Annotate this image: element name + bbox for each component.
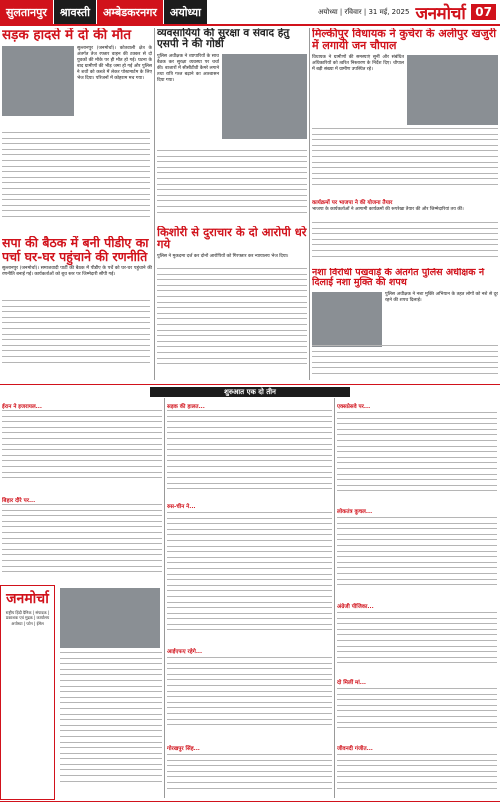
masthead-text: राष्ट्रीय हिंदी दैनिक | संपादक | प्रकाशक एवं मुद्रक | कार्यालय अयोध्या | फोन | ईमेल bbox=[5, 610, 50, 626]
text-lines bbox=[2, 132, 150, 232]
text-lines bbox=[337, 412, 497, 502]
text-lines bbox=[337, 754, 497, 798]
text-lines bbox=[167, 410, 332, 500]
section-tabs bbox=[0, 0, 208, 24]
text-lines bbox=[312, 222, 498, 267]
story-body: पुलिस अधीक्षक ने नशा मुक्ति अभियान के तहत लोगों को नशे से दूर रहने की शपथ दिलाई। bbox=[385, 291, 498, 303]
lower-head: जीवनदी गंजीत... bbox=[337, 746, 373, 752]
story-body: सुल्तानपुर (जनमोर्चा)। कोतवाली क्षेत्र के अंतर्गत तेज रफ्तार वाहन की टक्कर से दो युवकों की मौके पर ही मौत हो गई। घटना के बाद ग्रामीणों की भीड़ जमा हो गई और पुलिस ने शवों को कब्जे में लेकर पोस्टमार्टम के लिए भेज दिया। परिजनों में कोहराम मच गया। bbox=[77, 45, 152, 81]
lower-head: सड़क की हालत... bbox=[167, 404, 205, 410]
text-lines bbox=[2, 410, 162, 490]
story-headline: व्यवसायियों की सुरक्षा व संवाद हेतु एसपी ने की गोष्ठी bbox=[157, 28, 290, 51]
text-lines bbox=[167, 657, 332, 737]
story-body: विधायक ने ग्रामीणों की समस्याएं सुनीं और संबंधित अधिकारियों को त्वरित निस्तारण के निर्देश दिए। चौपाल में बड़ी संख्या में ग्रामीण उपस्थित रहे। bbox=[312, 54, 404, 72]
lower-photo bbox=[60, 588, 160, 648]
story-body: पुलिस ने मुकदमा दर्ज कर दोनों आरोपियों को गिरफ्तार कर न्यायालय भेज दिया। bbox=[157, 253, 289, 259]
lower-head: लोकतंत्र कुचल... bbox=[337, 509, 373, 515]
masthead-box bbox=[0, 585, 55, 800]
story-headline: किशोरी से दुराचार के दो आरोपी धरे गये bbox=[157, 226, 307, 252]
lower-head: एक्सप्रेसवे पर... bbox=[337, 404, 371, 410]
text-lines bbox=[60, 652, 162, 797]
story-body: सुल्तानपुर (जनमोर्चा)। समाजवादी पार्टी की बैठक में पीडीए के पर्चे को घर-घर पहुंचाने की रणनीति बनाई गई। कार्यकर्ताओं को बूथ स्तर पर जिम्मेदारी सौंपी गई। bbox=[2, 266, 152, 277]
masthead-logo: जनमोर्चा bbox=[6, 591, 49, 607]
lower-head: दो मिलीं मां... bbox=[337, 680, 367, 686]
lower-head: रुस-चीन ने... bbox=[167, 504, 196, 510]
header-right bbox=[208, 0, 500, 24]
lower-head: बिहार दौरे पर... bbox=[2, 498, 36, 504]
story-headline: सड़क हादसे में दो की मौत bbox=[2, 28, 132, 43]
story-body: भाजपा के कार्यकर्ताओं ने आगामी कार्यक्रमों की रूपरेखा तैयार की और जिम्मेदारियां तय कीं। bbox=[312, 207, 464, 212]
story-headline: नशा विरोधी पखवाड़े के अंतर्गत पुलिस अधीक्षक ने दिलाई नशा मुक्ति की शपथ bbox=[312, 268, 485, 289]
lower-head: आईएफए रहेगे... bbox=[167, 649, 203, 655]
column-divider bbox=[164, 398, 165, 798]
tab-sultanpur[interactable]: सुलतानपुर bbox=[0, 0, 54, 24]
text-lines bbox=[337, 688, 497, 738]
edition-date: अयोध्या | रविवार | 31 मई, 2025 bbox=[317, 7, 410, 16]
column-divider bbox=[334, 398, 335, 798]
accident-photo bbox=[2, 46, 74, 116]
tab-ambedkarnagar[interactable]: अम्बेडकरनगर bbox=[97, 0, 164, 24]
column-divider bbox=[154, 28, 155, 380]
text-lines bbox=[2, 504, 162, 584]
tab-ayodhya[interactable]: अयोध्या bbox=[164, 0, 208, 24]
chaupal-photo bbox=[407, 55, 498, 125]
story-body: पुलिस अधीक्षक ने व्यापारियों के साथ बैठक कर सुरक्षा व्यवस्था पर चर्चा की। बाजारों में सीसीटीवी कैमरे लगाने तथा रात्रि गश्त बढ़ाने का आश्वासन दिया गया। bbox=[157, 53, 219, 83]
section-rule bbox=[0, 384, 500, 385]
oath-photo bbox=[312, 292, 382, 347]
section-band: शुरुआत एक दो तीन bbox=[150, 387, 350, 397]
column-divider bbox=[309, 28, 310, 380]
text-lines bbox=[2, 300, 150, 375]
story-headline: मिल्कीपुर विधायक ने कुचेरा के अलीपुर खजुरी में लगायी जन चौपाल bbox=[312, 28, 497, 52]
text-lines bbox=[337, 612, 497, 672]
page-number: 07 bbox=[471, 4, 496, 20]
text-lines bbox=[167, 754, 332, 798]
text-lines bbox=[312, 128, 498, 198]
story-headline: सपा की बैठक में बनी पीडीए का पर्चा घर-घर पहुंचाने की रणनीति bbox=[2, 236, 149, 264]
text-lines bbox=[167, 512, 332, 642]
text-lines bbox=[337, 517, 497, 597]
header-rule bbox=[0, 24, 500, 26]
tab-shravasti[interactable]: श्रावस्ती bbox=[54, 0, 97, 24]
text-lines bbox=[157, 268, 307, 378]
text-lines bbox=[157, 150, 307, 225]
page-header bbox=[0, 0, 500, 24]
lower-head: ईरान ने इजरायल... bbox=[2, 404, 42, 410]
text-lines bbox=[312, 345, 498, 381]
newspaper-logo: जनमोर्चा bbox=[415, 3, 466, 24]
story-subhead: कार्यक्रमों पर भाजपा ने की योजना तैयार bbox=[312, 200, 393, 206]
lower-head: गोरखपुर सिंह... bbox=[167, 746, 200, 752]
meeting-photo bbox=[222, 54, 307, 139]
lower-head: अंग्रेजी पीजिका... bbox=[337, 604, 374, 610]
page-footer bbox=[0, 801, 500, 809]
